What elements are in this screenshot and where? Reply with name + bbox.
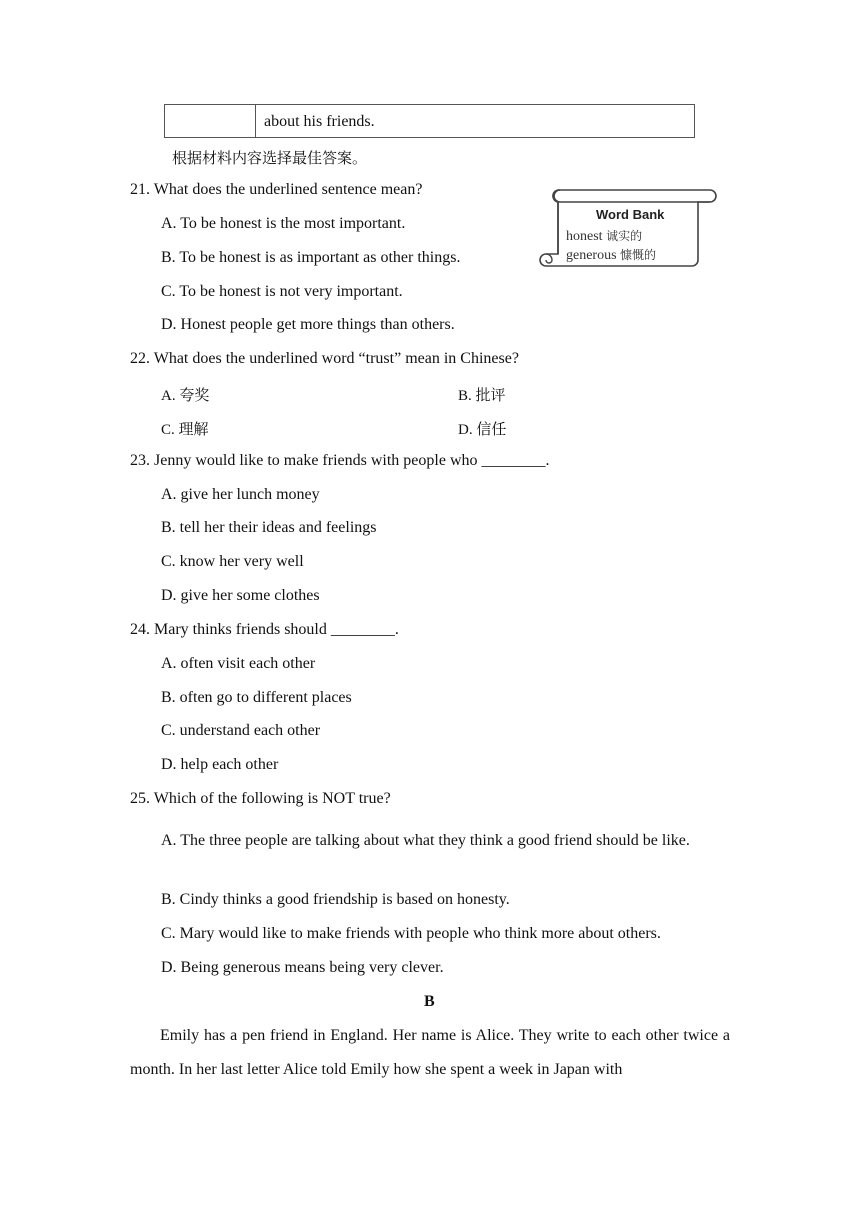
question-23-option-c: C. know her very well [161, 553, 304, 570]
question-21-option-d: D. Honest people get more things than others. [161, 316, 455, 333]
word-bank-meaning: 慷慨的 [620, 248, 657, 262]
question-25-option-c: C. Mary would like to make friends with people who think more about others. [161, 925, 661, 942]
table-cell-text: about his friends. [264, 113, 375, 130]
question-25-option-a-text: A. The three people are talking about what they think a good friend should be like. [161, 832, 690, 849]
question-25-stem: 25. Which of the following is NOT true? [130, 790, 391, 807]
question-23-stem: 23. Jenny would like to make friends with people who ________. [130, 452, 550, 469]
question-23-option-a: A. give her lunch money [161, 486, 320, 503]
question-21-option-c: C. To be honest is not very important. [161, 283, 403, 300]
question-25-option-a [161, 824, 730, 858]
question-24-stem: 24. Mary thinks friends should ________. [130, 621, 399, 638]
question-21-stem: 21. What does the underlined sentence mean? [130, 181, 423, 198]
question-22-option-c: C. 理解 [161, 422, 209, 438]
question-22-stem: 22. What does the underlined word “trust” mean in Chinese? [130, 350, 519, 367]
table-cell-empty [165, 105, 256, 137]
question-22-option-a: A. 夸奖 [161, 388, 210, 404]
question-25-option-d: D. Being generous means being very clever. [161, 959, 444, 976]
question-21-option-b: B. To be honest is as important as other things. [161, 249, 461, 266]
word-bank-entry [566, 227, 642, 245]
section-b-heading: B [424, 993, 435, 1010]
word-bank-title: Word Bank [596, 207, 665, 222]
word-bank-meaning: 诚实的 [606, 229, 643, 243]
question-25-option-b: B. Cindy thinks a good friendship is based on honesty. [161, 891, 510, 908]
question-24-option-b: B. often go to different places [161, 689, 352, 706]
question-24-option-d: D. help each other [161, 756, 279, 773]
word-bank-scroll [538, 186, 718, 270]
word-bank-word: honest [566, 229, 603, 244]
question-23-option-b: B. tell her their ideas and feelings [161, 519, 377, 536]
section-b-paragraph: Emily has a pen friend in England. Her name is Alice. They write to each other twice a month. In her last letter Alice told Emily how she spent a week in Japan with [130, 1027, 730, 1078]
question-21-option-a: A. To be honest is the most important. [161, 215, 406, 232]
instruction-text: 根据材料内容选择最佳答案。 [172, 149, 368, 167]
question-24-option-c: C. understand each other [161, 722, 321, 739]
word-bank-entry [566, 246, 656, 264]
question-22-option-d: D. 信任 [458, 422, 507, 438]
question-22-option-b: B. 批评 [458, 388, 506, 404]
question-24-option-a: A. often visit each other [161, 655, 316, 672]
word-bank-word: generous [566, 248, 617, 263]
question-23-option-d: D. give her some clothes [161, 587, 320, 604]
table-row [164, 104, 695, 138]
